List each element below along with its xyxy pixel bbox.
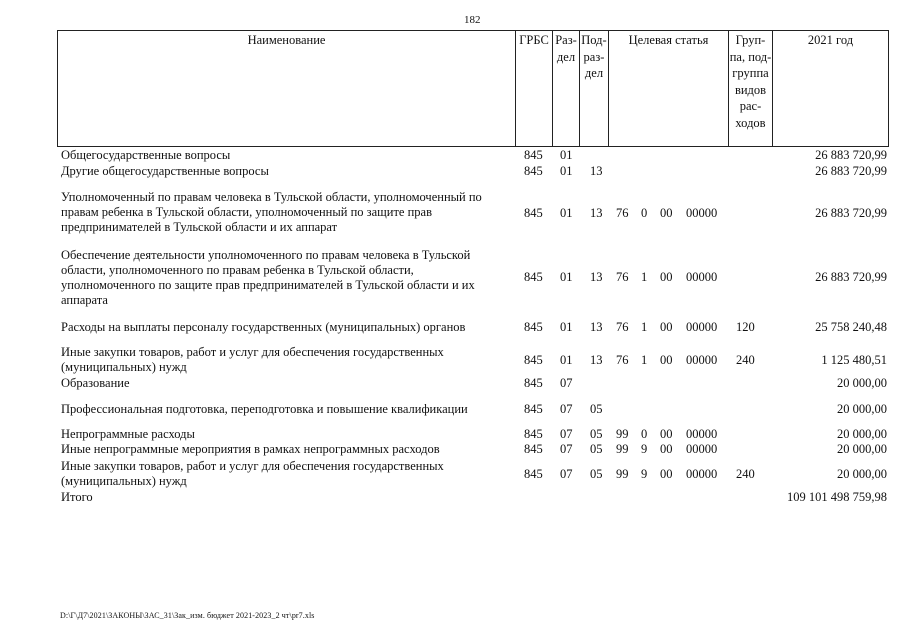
page-number: 182 [464,14,481,26]
row-amount: 26 883 720,99 [815,164,887,178]
row-target-program: 76 [616,206,629,220]
header-target: Целевая статья [608,31,728,146]
header-name: Наименование [247,33,326,47]
row-grbs: 845 [524,467,543,481]
row-target-main: 00 [660,467,673,481]
row-target-direction: 00000 [686,270,718,284]
row-name: Иные закупки товаров, работ и услуг для обеспечения государственных (муниципальных) нужд [61,345,444,374]
row-target-direction: 00000 [686,442,718,456]
row-amount: 20 000,00 [837,467,887,481]
row-grbs: 845 [524,376,543,390]
row-target-program: 99 [616,427,629,441]
header-razdel: Раз- дел [552,31,579,146]
row-amount: 26 883 720,99 [815,270,887,284]
row-amount: 26 883 720,99 [815,148,887,162]
row-amount: 25 758 240,48 [815,320,887,334]
row-amount: 109 101 498 759,98 [787,490,887,504]
row-grbs: 845 [524,353,543,367]
row-target-main: 00 [660,270,673,284]
row-target-subprogram: 0 [641,206,648,220]
row-target-main: 00 [660,353,673,367]
row-target-main: 00 [660,427,673,441]
header-year: 2021 год [772,31,888,146]
row-razdel: 07 [560,442,573,456]
row-grbs: 845 [524,427,543,441]
row-razdel: 01 [560,206,573,220]
row-target-program: 76 [616,270,629,284]
row-podrazdel: 13 [590,353,603,367]
row-podrazdel: 13 [590,270,603,284]
row-razdel: 01 [560,353,573,367]
header-podrazdel: Под- раз- дел [579,31,608,146]
row-grbs: 845 [524,442,543,456]
row-target-program: 76 [616,353,629,367]
row-grbs: 845 [524,206,543,220]
row-grbs: 845 [524,164,543,178]
row-podrazdel: 05 [590,467,603,481]
row-grbs: 845 [524,148,543,162]
row-target-direction: 00000 [686,206,718,220]
row-podrazdel: 13 [590,164,603,178]
row-amount: 26 883 720,99 [815,206,887,220]
row-podrazdel: 13 [590,206,603,220]
row-target-subprogram: 1 [641,320,648,334]
row-target-main: 00 [660,442,673,456]
row-podrazdel: 05 [590,442,603,456]
row-name: Итого [61,490,93,504]
row-razdel: 07 [560,467,573,481]
row-target-subprogram: 1 [641,353,648,367]
row-amount: 20 000,00 [837,442,887,456]
table-header [57,30,889,147]
row-amount: 1 125 480,51 [821,353,887,367]
row-target-subprogram: 9 [641,467,648,481]
row-amount: 20 000,00 [837,376,887,390]
row-amount: 20 000,00 [837,402,887,416]
row-group: 120 [736,320,755,334]
row-name: Обеспечение деятельности уполномоченного по правам человека в Тульской области, уполномоченного по правам ребенка в Тульской области, уполномоченного по защите прав предпринимателей в Тульской области и их аппарата [61,248,475,307]
row-name: Другие общегосударственные вопросы [61,164,269,178]
header-group: Груп- па, под- группа видов рас- ходов [728,31,772,146]
header-grbs: ГРБС [515,31,552,146]
row-name: Образование [61,376,130,390]
row-name: Уполномоченный по правам человека в Тульской области, уполномоченный по правам ребенка в Тульской области, уполномоченный по защите прав предпринимателей в Тульской области и их аппарат [61,190,482,234]
row-razdel: 01 [560,164,573,178]
row-target-direction: 00000 [686,353,718,367]
row-target-subprogram: 9 [641,442,648,456]
row-podrazdel: 13 [590,320,603,334]
row-razdel: 07 [560,427,573,441]
row-name: Профессиональная подготовка, переподготовка и повышение квалификации [61,402,468,416]
row-name: Общегосударственные вопросы [61,148,231,162]
row-target-direction: 00000 [686,427,718,441]
row-grbs: 845 [524,270,543,284]
row-razdel: 07 [560,402,573,416]
row-name: Иные непрограммные мероприятия в рамках непрограммных расходов [61,442,440,456]
row-grbs: 845 [524,402,543,416]
row-target-program: 76 [616,320,629,334]
row-target-direction: 00000 [686,467,718,481]
row-target-program: 99 [616,442,629,456]
row-razdel: 01 [560,148,573,162]
row-group: 240 [736,353,755,367]
row-target-main: 00 [660,320,673,334]
row-target-subprogram: 0 [641,427,648,441]
row-razdel: 01 [560,320,573,334]
row-name: Расходы на выплаты персоналу государственных (муниципальных) органов [61,320,466,334]
row-target-program: 99 [616,467,629,481]
file-path-footer: D:\Г\Д7\2021\ЗАКОНЫ\ЗАС_31\Зак_изм. бюджет 2021-2023_2 чт\pr7.xls [60,611,315,620]
row-target-main: 00 [660,206,673,220]
row-name: Непрограммные расходы [61,427,195,441]
row-razdel: 07 [560,376,573,390]
row-podrazdel: 05 [590,402,603,416]
row-target-direction: 00000 [686,320,718,334]
row-name: Иные закупки товаров, работ и услуг для обеспечения государственных (муниципальных) нужд [61,459,444,488]
row-target-subprogram: 1 [641,270,648,284]
row-grbs: 845 [524,320,543,334]
row-amount: 20 000,00 [837,427,887,441]
row-razdel: 01 [560,270,573,284]
row-podrazdel: 05 [590,427,603,441]
row-group: 240 [736,467,755,481]
